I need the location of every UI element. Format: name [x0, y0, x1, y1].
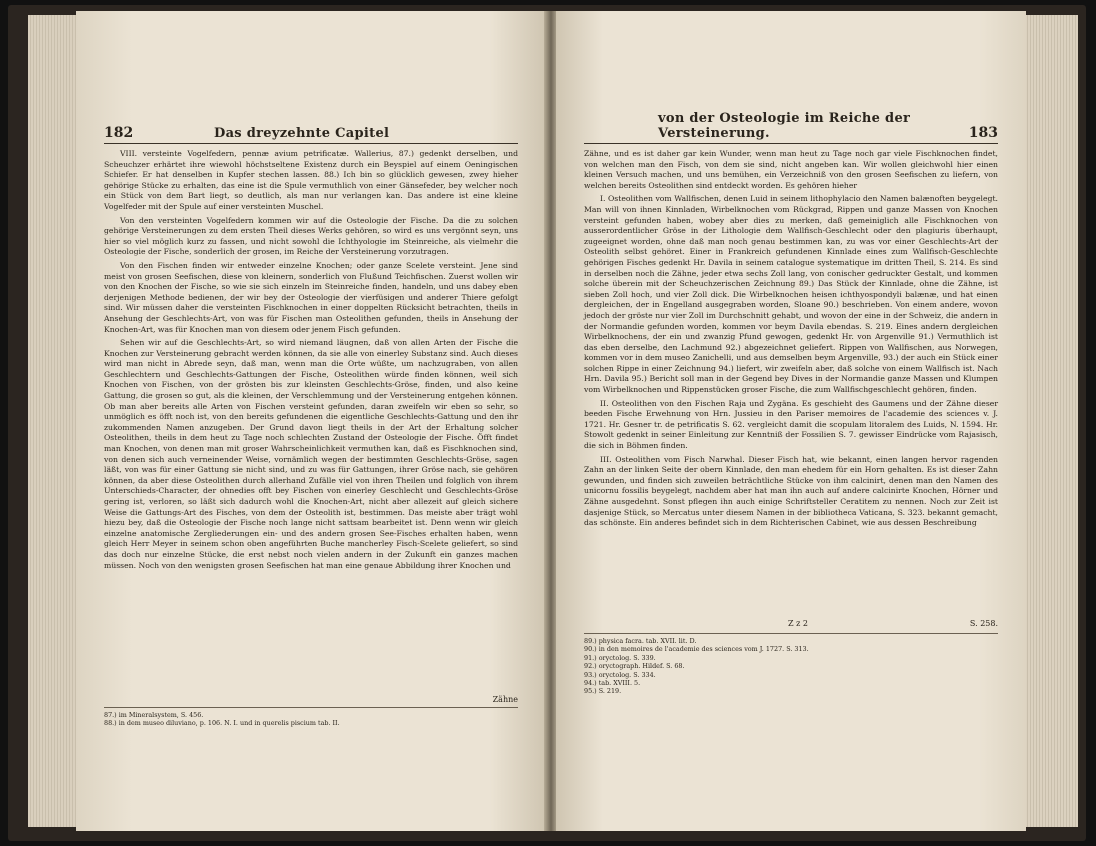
right-paragraph: III. Osteolithen vom Fisch Narwhal. Dieser Fisch hat, wie bekannt, einen langen hervor ragenden Zahn an der linken Seite der obern Kinnlade, den man ehedem für ein Horn gehalten. Es ist dieser Zahn gewunden, und finden sich zuweilen beträchtliche Stücke von ihm calcinirt, denen man den Namen des unicornu fossilis beygelegt, nachdem aber hat man ihn auch auf andere calcinirte Knochen, Hörner und Zähne ausgedehnt. Sonst pflegen ihn auch einige Schriftsteller Ceratitem zu nennen. Noch zur Zeit ist dasjenige Stück, so Mercatus unter diesem Namen in der bibliotheca Vaticana, S. 323. bekannt gemacht, das schönste. Ein anderes befindet sich in dem Richterischen Cabinet, wie aus dessen Beschreibung [584, 454, 998, 528]
open-book [8, 5, 1086, 841]
footnote: 95.) S. 219. [584, 687, 622, 696]
left-paragraph: VIII. versteinte Vogelfedern, pennæ avium petrificatæ. Wallerius, 87.) gedenkt derselben, und Scheuchzer erhärtet ihre wiewohl höchstseltene Existenz durch ein Beyspiel auf einem Oeningischen Schiefer. Er hat denselben in Kupfer stechen lassen. 88.) Ich bin so glücklich gewesen, zwey hieher gehörige Stücke zu erhalten, das eine ist die Spule vermuthlich von einer Gänsefeder, bey welcher noch ein Stück von dem Bart liegt, so deutlich, als man nur verlangen kan. Das andere ist eine kleine Vogelfeder mit der Spule auf einer versteinten Muschel. [104, 149, 518, 211]
left-page-edges [28, 15, 78, 827]
left-page-number: 182 [104, 125, 134, 141]
right-signature-mark: Z z 2 [788, 619, 808, 628]
right-running-title: von der Osteologie im Reiche der Versteinerung. [658, 111, 911, 141]
left-page [76, 11, 546, 831]
right-body-text [584, 149, 998, 532]
right-paragraph: Zähne, und es ist daher gar kein Wunder, wenn man heut zu Tage noch gar viele Fischknochen findet, von welchen man den Fisch, von dem sie sind, nicht angeben kan. Wir wollen gleichwohl hier einen kleinen Versuch machen, und uns bemühen, ein Verzeichniß von den grosen Seefischen zu liefern, von welchen bereits Osteolithen sind entdeckt worden. Es gehören hieher [584, 149, 998, 190]
footnote: 90.) in den memoires de l'academie des sciences vom J. 1727. S. 313. [584, 645, 809, 654]
left-running-title: Das dreyzehnte Capitel [214, 126, 390, 141]
right-page-number: 183 [968, 125, 998, 141]
right-footnotes [584, 633, 998, 696]
footnote: 87.) im Mineralsystem, S. 456. [104, 711, 204, 719]
right-paragraph: II. Osteolithen von den Fischen Raja und Zygäna. Es geschieht des Gaumens und der Zähne dieser beeden Fische Erwehnung von Hrn. Jussieu in den Pariser memoires de l'academie des sciences v. J. 1721. Hr. Gesner tr. de petrificatis S. 62. vergleicht damit die scopulam litoralem des Luids, N. 1594. Hr. Stowolt gedenkt in seiner Einleitung zur Kenntniß der Fossilien S. 7. gewisser Eindrücke vom Rajasisch, die sich in Böhmen finden. [584, 398, 998, 451]
footnote: 93.) oryctolog. S. 334. [584, 670, 656, 679]
right-page [556, 11, 1026, 831]
footnote: 89.) physica facra. tab. XVII. lit. D. [584, 637, 697, 645]
right-paragraph: I. Osteolithen vom Wallfischen, denen Luid in seinem lithophylacio den Namen balænoften beygelegt. Man will von ihnen Kinnladen, Wirbelknochen vom Rückgrad, Rippen und ganze Massen von Knochen versteint gefunden haben, wobey aber dies zu merken, daß gemeiniglich alle Fischknochen von ausserordentlicher Gröse in der Lithologie dem Wallfisch-Geschlecht oder den plagiuris überhaupt, zugeeignet worden, ohne daß man noch genau bestimmen kan, zu was vor einer Geschlechts-Art der Osteolith selbst gehöret. Einer in Frankreich gefundenen Kinnlade eines zum Wallfisch-Geschlechte gehörigen Fisches gedenkt Hr. Davila in seinem catalogue systematique im dritten Theil, S. 214. Es sind in derselben noch die Zähne, jeder etwa sechs Zoll lang, von conischer gedruckter Gestalt, und kommen solche überein mit der Scheuchzerischen Zeichnung 89.) Das Stück der Kinnlade, ohne die Zähne, ist sieben Zoll hoch, und vier Zoll dick. Die Wirbelknochen heisen ichthyospondyli balænæ, und hat einen dergleichen, der in Engelland ausgegraben worden, Sloane 90.) beschrieben. Von einem andere, wovon jedoch der gröste nur vier Zoll im Durchschnitt gehabt, und wovon der eine in der Schweiz, die andern in der Normandie gefunden worden, kommen vor beym Davila ebendas. S. 219. Eines andern dergleichen Wirbelknochens, der ein und zwanzig Pfund gewogen, gedenkt Hr. von Argenville 91.) Vermuthlich ist das eben derselbe, den Lachmund 92.) abgezeichnet geliefert. Rippen von Wallfischen, aus Norwegen, kommen vor in dem museo Zanichelli, und aus demselben beym Argenville, 93.) der auch ein Stück einer solchen Rippe in einer Zeichnung 94.) liefert, wir zweifeln aber, daß solche von einem Wallfisch ist. Nach Hrn. Davila 95.) Bericht soll man in der Gegend bey Dives in der Normandie ganze Massen und Klumpen vom Wirbelknochen und Rippenstücken groser Fische, die zum Wallfischgeschlecht gehören, finden. [584, 194, 998, 395]
left-footnotes [104, 707, 518, 728]
left-paragraph: Sehen wir auf die Geschlechts-Art, so wird niemand läugnen, daß von allen Arten der Fische die Knochen zur Versteinerung gebracht werden können, da sie alle von einerley Substanz sind. Auch dieses wird man nicht in Abrede seyn, daß man, wenn man die Orte wüßte, um nachzugraben, von allen Geschlechtern und Geschlechts-Gattungen der Fische, Osteolithen würde finden können, weil sich Knochen von Fischen, von der grösten bis zur kleinsten Geschlechts-Gröse, finden, und also keine Gattung, die grosen so gut, als die kleinen, der Verschlemmung und der Versteinerung entgehen können. Ob man aber bereits alle Arten von Fischen versteint gefunden, daran zweifeln wir eben so sehr, so unmöglich es öfft noch ist, von den bereits gefundenen die eigentliche Geschlechts-Gattung und den ihr zukommenden Namen anzugeben. Der Grund davon liegt theils in der Art der Erhaltung solcher Osteolithen, theils in dem heut zu Tage noch schlechten Zustand der Osteologie der Fische. Öfft findet man Knochen, von denen man mit groser Wahrscheinlichkeit vermuthen kan, daß es Fischknochen sind, von denen sich auch verneinender Weise, vornämlich wegen der bestimmten Geschlechts-Gröse, sagen läßt, von was für einer Gattung sie nicht sind, und zu was für Gattungen, ihrer Gröse nach, sie gehören können, da aber diese Osteolithen durch allerhand Zufälle viel von ihren Theilen und folglich von ihrem Unterschieds-Character, der ohnedies offt bey Fischen von einerley Geschlecht und Geschlechts-Gröse gering ist, verloren, so läßt sich dadurch wohl die Knochen-Art, nicht aber allezeit auf gleich sichere Weise die Gattungs-Art des Fisches, von dem der Osteolith ist, bestimmen. Das meiste aber trägt wohl hiezu bey, daß die Osteologie der Fische noch lange nicht sattsam bearbeitet ist. Denn wenn wir gleich einzelne anatomische Zergliederungen ein- und des andern grosen See-Fisches erhalten haben, wenn gleich Herr Meyer in seinem schon oben angeführten Buche mancherley Fisch-Scelete geliefert, so sind das doch nur einzelne Stücke, die erst nebst noch vielen andern in der Zukunft ein ganzes machen müssen. Noch von den wenigsten grosen Seefischen hat man eine genaue Abbildung ihrer Knochen und [104, 338, 518, 570]
right-catchword: S. 258. [969, 619, 998, 628]
right-page-edges [1024, 15, 1078, 827]
left-paragraph: Von den Fischen finden wir entweder einzelne Knochen; oder ganze Scelete versteint. Jene sind meist von grosen Seefischen, diese von kleinern, sonderlich von Flußund Teichfischen. Zuerst wollen wir von den Knochen der Fische, so wie sie sich einzeln im Steinreiche finden, handeln, und uns dabey eben derjenigen Methode bedienen, der wir bey der Osteologie der vierfüsigen und anderer Thiere gefolgt sind. Wir müssen daher die versteinten Fischknochen in einer doppelten Rücksicht betrachten, theils in Ansehung der Geschlechts-Art, von was für Fischen man Osteolithen gefunden, theils in Ansehung der Knochen-Art, was für Knochen man von diesem oder jenem Fisch gefunden. [104, 260, 518, 334]
footnote: 91.) oryctolog. S. 339. [584, 653, 656, 662]
right-running-head [584, 111, 998, 144]
left-running-head [104, 123, 518, 144]
footnote: 88.) in dem museo diluviano, p. 106. N. I. und in querelis piscium tab. II. [104, 719, 340, 728]
left-body-text [104, 149, 518, 574]
left-catchword: Zähne [492, 695, 518, 704]
left-paragraph: Von den versteinten Vogelfedern kommen wir auf die Osteologie der Fische. Da die zu solchen gehörige Versteinerungen zu dem ersten Theil dieses Werks gehören, so wird es uns vergönnt seyn, uns hier so viel möglich kurz zu fassen, und nicht sowohl die Ichthyologie im Steinreiche, als vielmehr die Osteologie der Fische, sonderlich der grosen, im Reiche der Versteinerung vorzutragen. [104, 215, 518, 257]
footnote: 94.) tab. XVIII. 5. [584, 679, 641, 688]
footnote: 92.) oryctograph. Hildef. S. 68. [584, 662, 685, 671]
